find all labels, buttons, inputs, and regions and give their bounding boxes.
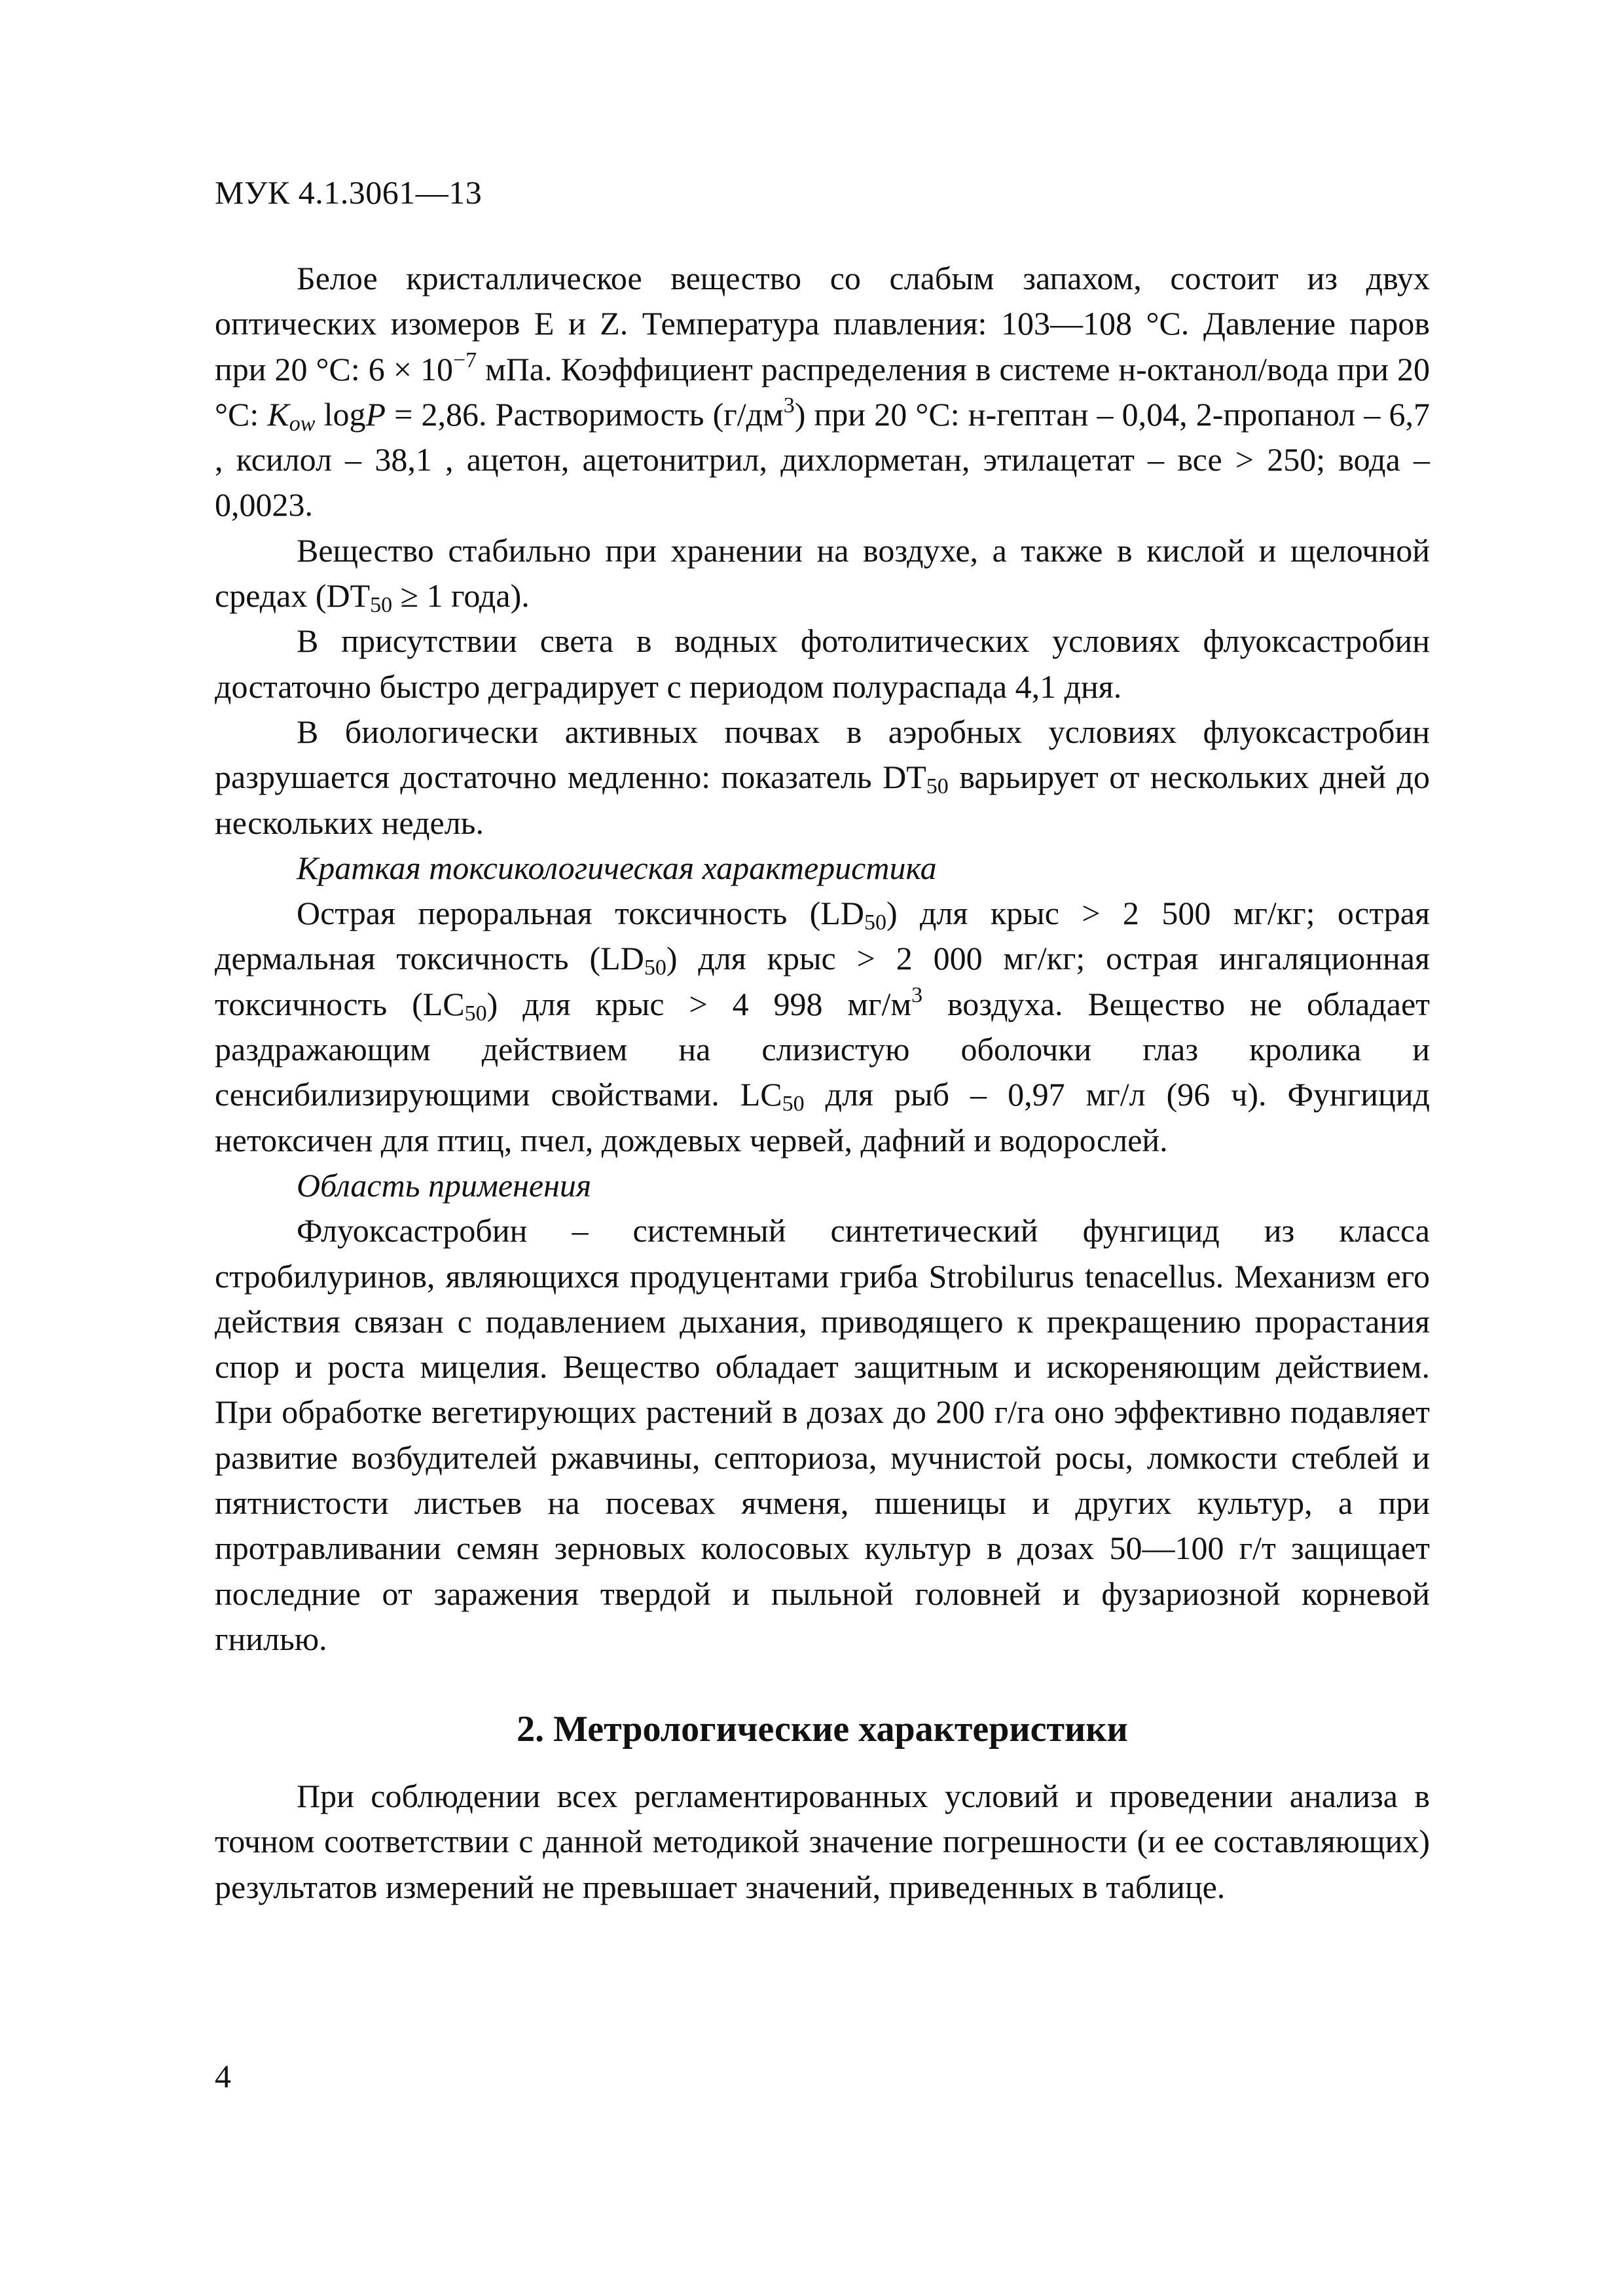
paragraph-stability: Вещество стабильно при хранении на воздухе, а также в кислой и щелочной средах ($DT_{50} \ge 1$ года). xyxy=(215,531,1430,618)
toxicology-subheading: Краткая токсикологическая характеристика xyxy=(297,849,937,886)
paragraph-metrology: При соблюдении всех регламентированных условий и проведении анализа в точном соответствии с данной методикой значение погрешности (и ее составляющих) результатов измерений не превышает значений, приведенных в таблице. xyxy=(215,1778,1430,1905)
paragraph-properties: Белое кристаллическое вещество со слабым запахом, состоит из двух оптических изомеров E и Z. Температура плавления: 103—108 °С. Давление паров при 20 °С: $6 \times 10^{-7}$ мПа. Коэффициент распределения в системе н-октанол/вода при 20 °С: $K_{ow}$ logP = 2,86. Растворимость $(г/дм^3)$ при 20 °С: н-гептан – 0,04, 2-пропанол – 6,7 , ксилол – 38,1 , ацетон, ацетонитрил, дихлорметан, этилацетат – все > 250; вода – 0,0023. xyxy=(215,260,1430,524)
paragraph-application: Флуоксастробин – системный синтетический фунгицид из класса стробилуринов, являющихся продуцентами гриба Strobilurus tenacellus. Механизм его действия связан с подавлением дыхания, приводящего к прекращению прорастания спор и роста мицелия. Вещество обладает защитным и искореняющим действием. При обработке вегетирующих растений в дозах до 200 г/га оно эффективно подавляет развитие возбудителей ржавчины, септориоза, мучнистой росы, ломкости стеблей и пятнистости листьев на посевах ячменя, пшеницы и других культур, а при протравливании семян зерновых колосовых культур в дозах 50—100 г/т защищает последние от заражения твердой и пыльной головней и фузариозной корневой гнилью. xyxy=(215,1212,1430,1657)
body-text xyxy=(215,256,1430,1662)
paragraph-photolysis: В присутствии света в водных фотолитических условиях флуоксастробин достаточно быстро деградирует с периодом полураспада 4,1 дня. xyxy=(215,622,1430,705)
page-number: 4 xyxy=(215,2058,231,2094)
application-subheading: Область применения xyxy=(297,1166,592,1204)
paragraph-toxicology: Острая пероральная токсичность $(LD_{50})$ для крыс > 2 500 мг/кг; острая дермальная токсичность $(LD_{50})$ для крыс > 2 000 мг/кг; острая ингаляционная токсичность $(LC_{50})$ для крыс > 4 998 $мг/м^3$ воздуха. Вещество не обладает раздражающим действием на слизистую оболочки глаз кролика и сенсибилизирующими свойствами. $LC_{50}$ для рыб – 0,97 мг/л (96 ч). Фунгицид нетоксичен для птиц, пчел, дождевых червей, дафний и водорослей. xyxy=(215,895,1431,1158)
metrology-text xyxy=(215,1774,1430,1910)
paragraph-soil: В биологически активных почвах в аэробных условиях флуоксастробин разрушается достаточно медленно: показатель $DT_{50}$ варьирует от нескольких дней до нескольких недель. xyxy=(215,713,1430,841)
document-code: МУК 4.1.3061—13 xyxy=(215,174,483,211)
section-heading: 2. Метрологические характеристики xyxy=(517,1709,1128,1749)
